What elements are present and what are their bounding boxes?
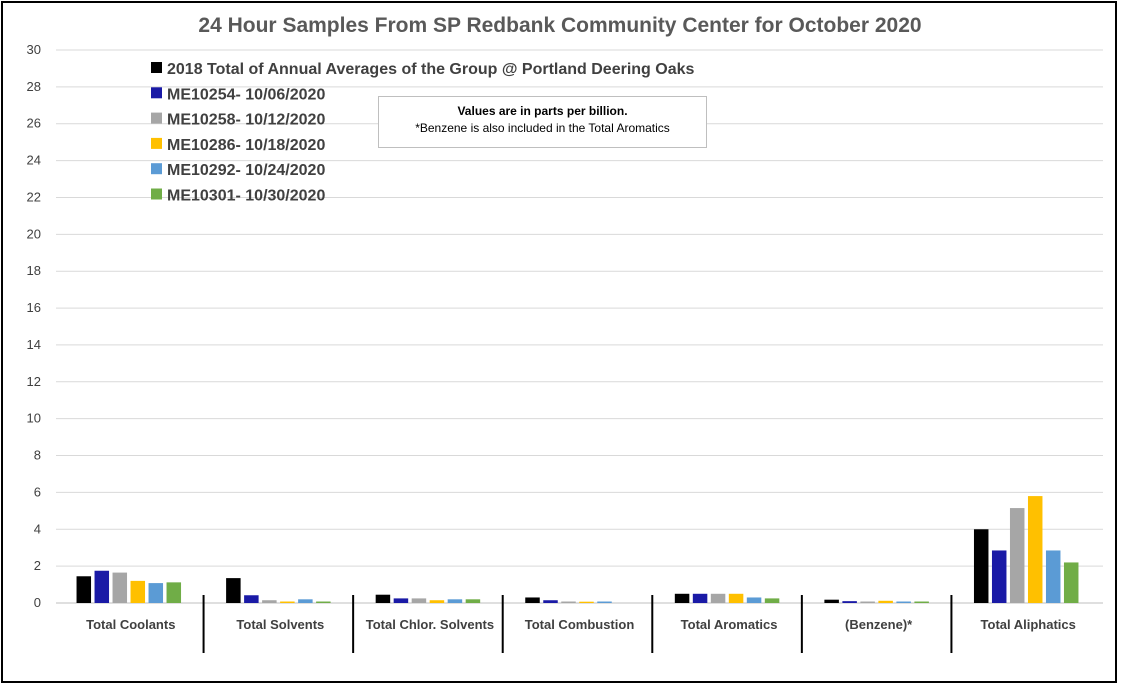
legend-label: 2018 Total of Annual Averages of the Group @ Portland Deering Oaks [167,61,695,78]
bar [842,601,857,603]
bar [448,599,463,603]
x-category-label: Total Combustion [524,617,635,632]
bar [466,599,481,603]
bar [693,594,708,603]
bar [747,597,762,603]
annotation-box [378,96,707,148]
legend-swatch [151,138,162,149]
annotation-benzene-note: *Benzene is also included in the Total Aromatics [415,121,670,135]
legend-swatch [151,163,162,174]
y-tick-label: 16 [26,300,41,316]
bar [561,602,576,603]
bar [113,573,128,603]
legend-swatch [151,62,162,73]
bars [77,496,1079,603]
annotation-units: Values are in parts per billion. [457,104,628,118]
bar [244,595,259,603]
y-tick-label: 26 [26,115,41,131]
x-axis [86,595,1076,653]
bar [280,602,295,603]
y-tick-label: 12 [26,373,41,389]
y-tick-label: 2 [33,558,41,574]
legend-label: ME10254- 10/06/2020 [167,86,326,104]
bar [914,602,929,603]
bar [1010,508,1025,603]
bar [376,595,391,603]
x-category-label: Total Aromatics [680,617,778,632]
y-tick-label: 8 [33,447,41,463]
legend-label: ME10286- 10/18/2020 [167,136,326,154]
bar [412,598,427,603]
y-tick-label: 24 [26,152,41,168]
bar [226,578,241,603]
legend-swatch [151,87,162,98]
bar [77,576,92,603]
bar [729,594,744,603]
x-category-label: Total Aliphatics [980,617,1076,632]
bar [878,601,893,603]
bar [896,602,911,603]
bar [597,602,612,603]
bar [316,602,331,603]
legend-swatch [151,189,162,200]
legend-label: ME10292- 10/24/2020 [167,162,326,180]
legend-label: ME10301- 10/30/2020 [167,187,326,205]
bar [675,594,690,603]
bar [579,602,594,603]
bar [1064,562,1079,603]
bar [298,599,313,603]
bar [394,598,409,603]
x-category-label: Total Coolants [86,617,176,632]
bar [860,602,875,603]
bar [262,600,277,603]
chart-title: 24 Hour Samples From SP Redbank Community Center for October 2020 [198,14,922,37]
bar [525,597,540,603]
x-category-label: Total Chlor. Solvents [365,617,495,632]
y-tick-label: 4 [33,521,41,537]
bar [131,581,146,603]
x-category-label: Total Solvents [236,617,325,632]
bar [543,600,558,603]
x-category-label: (Benzene)* [845,617,913,632]
bar [824,600,839,603]
bar [1028,496,1043,603]
y-tick-label: 20 [26,226,41,242]
y-tick-label: 10 [26,410,41,426]
bar [430,600,445,603]
bar [765,598,780,603]
y-tick-label: 14 [26,336,41,352]
y-tick-label: 6 [33,484,41,500]
y-tick-label: 22 [26,189,41,205]
bar [149,583,164,603]
legend-swatch [151,113,162,124]
y-tick-label: 28 [26,78,41,94]
y-tick-label: 30 [26,42,41,57]
bar [992,550,1007,603]
y-tick-label: 18 [26,263,41,279]
bar [167,582,182,603]
legend-label: ME10258- 10/12/2020 [167,111,326,129]
bar [974,529,989,603]
bar [95,571,110,603]
bar [711,594,726,603]
y-tick-label: 0 [33,595,41,610]
y-axis [27,42,41,610]
bar [1046,550,1061,603]
